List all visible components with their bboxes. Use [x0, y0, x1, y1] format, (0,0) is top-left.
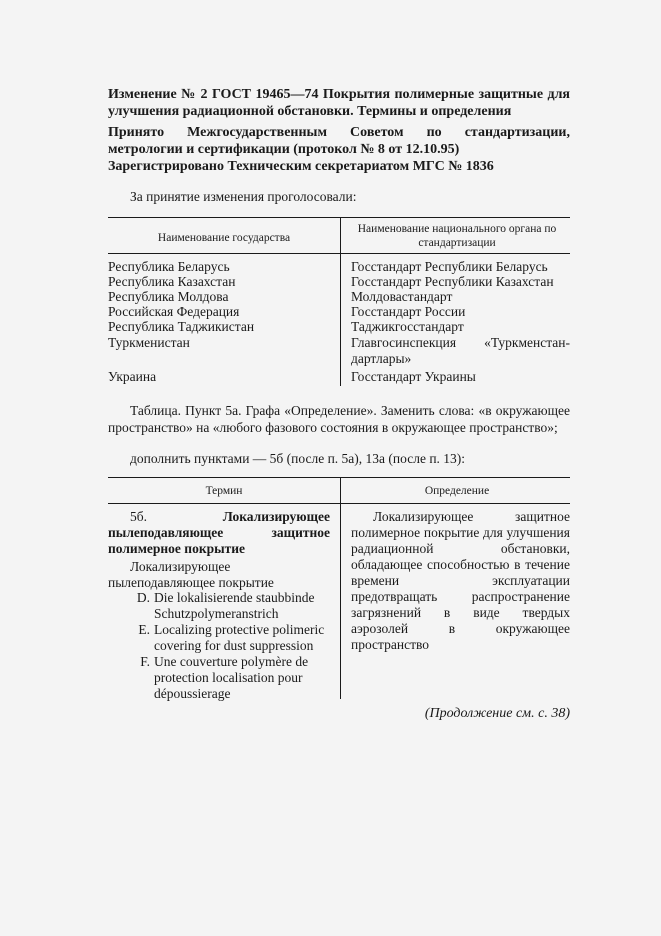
state-name: Республика Таджикистан: [108, 319, 255, 334]
term-short-form: Локализирующее пылеподавляющее покрытие: [108, 559, 274, 590]
state-name: Республика Казахстан: [108, 274, 236, 289]
standards-body: Госстандарт России: [351, 304, 466, 319]
col-header-term: Термин: [205, 485, 243, 497]
amendment-text: Таблица. Пункт 5а. Графа «Определение». Заменить слова: «в окружающее пространство» на «любого фазового состояния в окружающее пространство»;: [108, 403, 570, 435]
standards-body: Госстандарт Украины: [351, 369, 476, 384]
language-code: F.: [140, 654, 150, 669]
state-name: Российская Федерация: [108, 304, 240, 319]
col-header-definition: Определение: [424, 485, 490, 497]
foreign-equivalent: [130, 654, 330, 702]
language-code: E.: [138, 622, 150, 637]
table-column-divider: [340, 477, 341, 699]
table-column-divider: [340, 217, 341, 386]
table-header-rule: [108, 503, 570, 504]
term-definition: Локализирующее защитное полимерное покрытие для улучшения радиационной обстановки, обладающее способностью в течение времени эксплуатации предотвращать распространение загрязнений в виде твердых аэрозолей в окружающее пространство: [351, 509, 570, 652]
table-top-rule: [108, 217, 570, 218]
col-header-body: Наименование национального органа по стандартизации: [357, 223, 557, 249]
foreign-term: Localizing protective polimeric covering for dust suppression: [154, 622, 325, 653]
term-number: 5б.: [130, 509, 147, 524]
standards-body: Молдовастандарт: [351, 289, 453, 304]
standards-body: Госстандарт Республики Казахстан: [351, 274, 554, 289]
document-title: Изменение № 2 ГОСТ 19465—74 Покрытия полимерные защитные для улучшения радиационной обстановки. Термины и определения: [108, 87, 570, 119]
state-name: Республика Молдова: [108, 289, 229, 304]
foreign-term: Die lokalisierende staubbinde Schutzpolymeranstrich: [154, 590, 315, 621]
state-name: Украина: [108, 369, 157, 384]
state-name: Республика Беларусь: [108, 259, 230, 274]
col-header-state: Наименование государства: [157, 232, 291, 244]
standards-body: Главгосинспекция «Туркменстан-дартлары»: [351, 335, 570, 366]
table-top-rule: [108, 477, 570, 478]
standards-body: Таджикгосстандарт: [351, 319, 464, 334]
language-code: D.: [136, 590, 150, 605]
term-title: Локализирующее пылеподавляющее защитное полимерное покрытие: [108, 509, 330, 556]
registration-note: Зарегистрировано Техническим секретариатом МГС № 1836: [108, 159, 494, 174]
adoption-note: Принято Межгосударственным Советом по стандартизации, метрологии и сертификации (протокол № 8 от 12.10.95): [108, 125, 570, 157]
foreign-term: Une couverture polymère de protection localisation pour dépoussierage: [154, 654, 309, 701]
foreign-equivalent: [130, 590, 330, 622]
state-name: Туркменистан: [108, 335, 190, 350]
vote-intro: За принятие изменения проголосовали:: [130, 189, 357, 204]
foreign-equivalent: [130, 622, 330, 654]
supplement-text: дополнить пунктами — 5б (после п. 5а), 13а (после п. 13):: [130, 451, 466, 466]
term-entry: [108, 509, 330, 557]
continuation-note: (Продолжение см. с. 38): [424, 706, 570, 721]
standards-body: Госстандарт Республики Беларусь: [351, 259, 548, 274]
table-header-rule: [108, 253, 570, 254]
